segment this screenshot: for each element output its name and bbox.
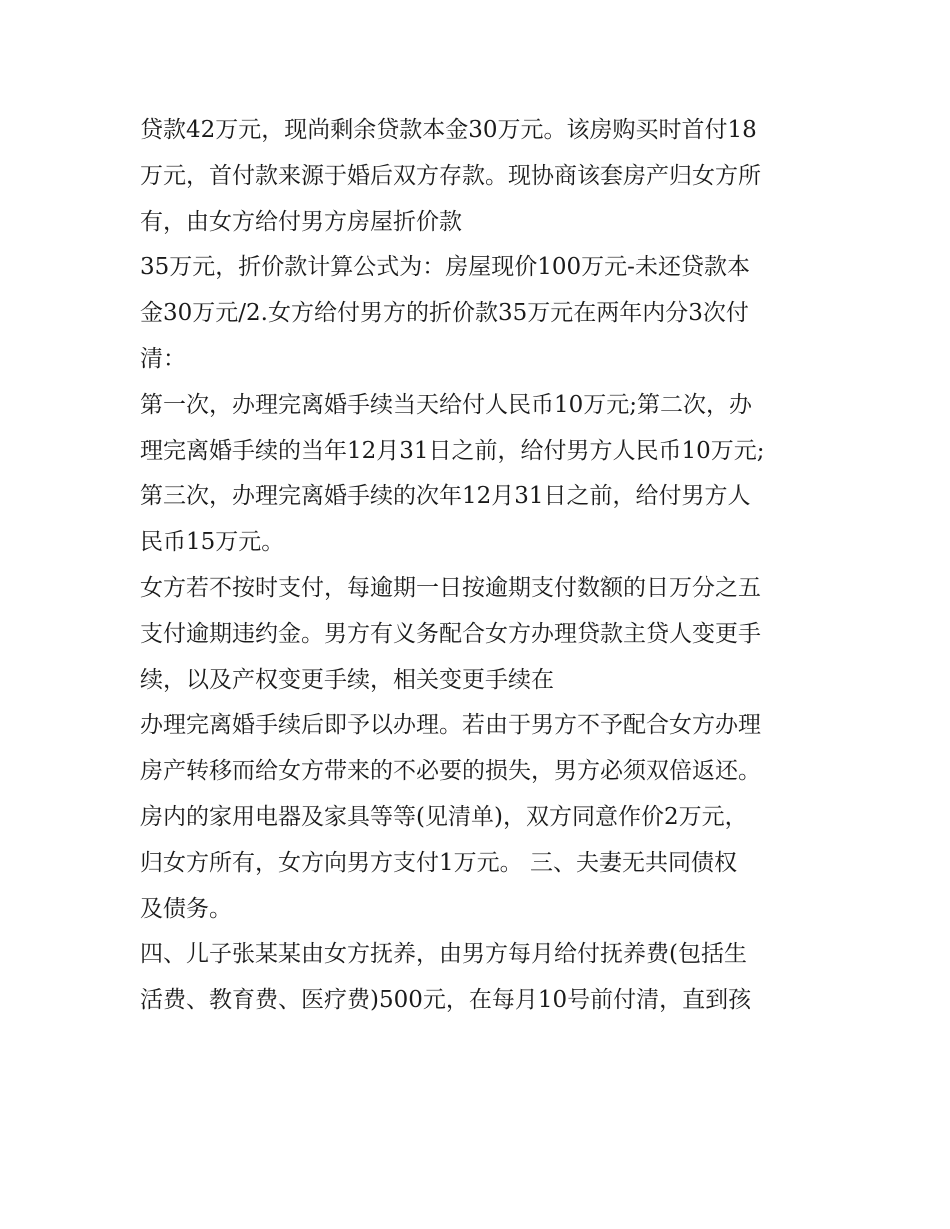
text-line-7: 第一次，办理完离婚手续当天给付人民币10万元;第二次，办 (140, 391, 753, 418)
text-line-13: 续，以及产权变更手续，相关变更手续在 (140, 666, 554, 693)
text-line-10: 民币15万元。 (140, 529, 285, 556)
text-line-11: 女方若不按时支付，每逾期一日按逾期支付数额的日万分之五 (140, 574, 761, 601)
text-line-5: 金30万元/2.女方给付男方的折价款35万元在两年内分3次付 (140, 300, 749, 327)
text-line-17: 归女方所有，女方向男方支付1万元。 三、夫妻无共同债权 (140, 849, 737, 876)
text-line-8: 理完离婚手续的当年12月31日之前，给付男方人民币10万元; (140, 437, 765, 464)
text-line-6: 清： (140, 345, 186, 372)
text-line-19: 四、儿子张某某由女方抚养，由男方每月给付抚养费(包括生 (140, 941, 747, 968)
text-line-16: 房内的家用电器及家具等等(见清单)，双方同意作价2万元， (140, 803, 748, 830)
text-line-18: 及债务。 (140, 895, 232, 922)
text-line-20: 活费、教育费、医疗费)500元，在每月10号前付清，直到孩 (140, 987, 752, 1014)
text-line-12: 支付逾期违约金。男方有义务配合女方办理贷款主贷人变更手 (140, 620, 761, 647)
text-line-9: 第三次，办理完离婚手续的次年12月31日之前，给付男方人 (140, 483, 751, 510)
text-line-3: 有，由女方给付男方房屋折价款 (140, 208, 462, 235)
text-line-1: 贷款42万元，现尚剩余贷款本金30万元。该房购买时首付18 (140, 117, 757, 143)
text-line-15: 房产转移而给女方带来的不必要的损失，男方必须双倍返还。 (140, 758, 761, 785)
text-line-2: 万元，首付款来源于婚后双方存款。现协商该套房产归女方所 (140, 162, 761, 189)
text-line-4: 35万元，折价款计算公式为：房屋现价100万元-未还贷款本 (140, 254, 750, 281)
document-body (140, 108, 830, 1024)
text-line-14: 办理完离婚手续后即予以办理。若由于男方不予配合女方办理 (140, 712, 761, 739)
